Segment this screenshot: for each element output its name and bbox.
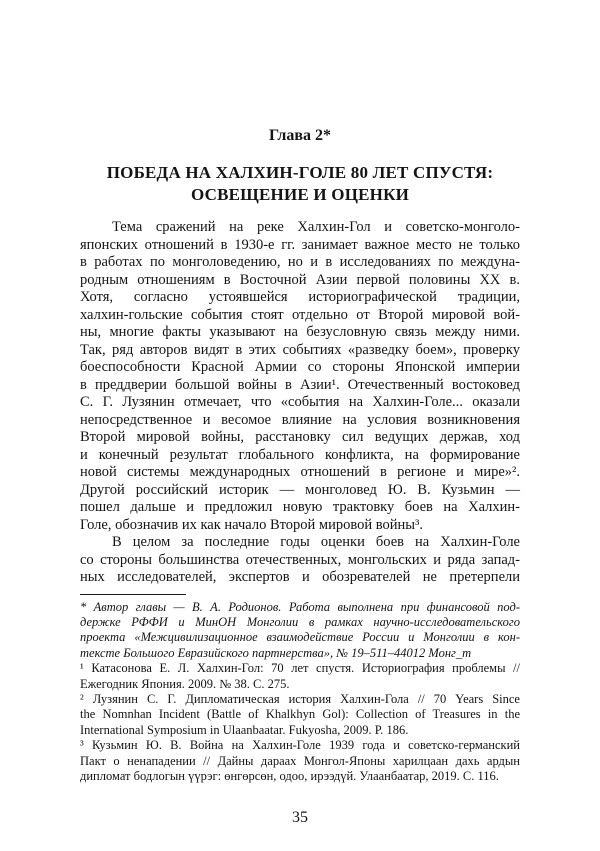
footnote-3	[80, 738, 520, 784]
text-line: родным отношениям в Восточной Азии первой половины XX в.	[80, 271, 520, 288]
text-line: в работах по монголоведению, но и в исследованиях по междуна-	[80, 254, 520, 270]
text-line: ны, многие факты указывают на безусловную связь между ними.	[80, 324, 520, 340]
text-line: Другой российский историк — монголовед Ю. В. Кузьмин —	[80, 481, 520, 498]
text-line: Так, ряд авторов видят в этих событиях «разведку боем», проверку	[80, 341, 520, 358]
body-paragraph-1	[80, 219, 520, 534]
text-line: тексте Большого Евразийского партнерства», № 19–511–44012 Монг_m	[80, 645, 472, 660]
chapter-author-footnote	[80, 600, 520, 662]
text-line: * Автор главы — В. А. Родионов. Работа выполнена при финансовой под-	[80, 599, 520, 614]
text-line: ных исследователей, экспертов и обозревателей не претерпели	[80, 569, 520, 585]
text-line: непосредственное и весомое влияние на условия возникновения	[80, 411, 520, 428]
text-line: Голе, обозначив их как начало Второй мировой войны³.	[80, 516, 423, 533]
text-line: со стороны большинства отечественных, монгольских и ряда запад-	[80, 551, 520, 568]
chapter-title-line-2: ОСВЕЩЕНИЕ И ОЦЕНКИ	[190, 185, 410, 204]
page-content	[80, 0, 520, 784]
text-line: Второй мировой войны, расстановку сил ведущих держав, ход	[80, 429, 520, 445]
footnote-2	[80, 692, 520, 738]
text-line: японских отношений в 1930-е гг. занимает важное место не только	[80, 236, 520, 253]
text-line: Тема сражений на реке Халхин-Гол и советско-монголо-	[112, 219, 520, 235]
text-line: держке РФФИ и МинОН Монголии в рамках научно-исследовательского	[80, 614, 520, 629]
text-line: в преддверии большой войны в Азии¹. Отечественный востоковед	[80, 376, 520, 393]
text-line: Пакт о ненападении // Дайны дараах Монгол-Японы харилцаан дахь ардын	[80, 753, 520, 768]
body-text	[80, 219, 520, 587]
text-line: ² Лузянин С. Г. Дипломатическая история Халхин-Гола // 70 Years Since	[80, 691, 520, 706]
text-line: В целом за последние годы оценки боев на Халхин-Голе	[112, 534, 520, 550]
text-line: ³ Кузьмин Ю. В. Война на Халхин-Голе 1939 года и советско-германский	[80, 738, 520, 753]
text-line: С. Г. Лузянин отмечает, что «события на Халхин-Голе... оказали	[80, 394, 520, 410]
chapter-title-line-1: ПОБЕДА НА ХАЛХИН-ГОЛЕ 80 ЛЕТ СПУСТЯ:	[106, 163, 494, 182]
text-line: the Nomnhan Incident (Battle of Khalkhyn Gol): Collection of Treasures in the	[80, 707, 520, 722]
text-line: халхин-гольские события стоят отдельно от Второй мировой вой-	[80, 306, 520, 323]
text-line: проекта «Межцивилизационное взаимодействие России и Монголии в кон-	[80, 630, 520, 645]
footnote-separator	[80, 594, 186, 595]
chapter-label: Глава 2*	[269, 127, 331, 144]
text-line: Ежегодник Япония. 2009. № 38. С. 275.	[80, 676, 290, 691]
body-paragraph-2	[80, 534, 520, 587]
text-line: ¹ Катасонова Е. Л. Халхин-Гол: 70 лет спустя. Историография проблемы //	[80, 661, 520, 676]
chapter-title	[80, 162, 520, 206]
text-line: новой системы международных отношений в регионе и мире»².	[80, 464, 520, 480]
text-line: дипломат бодлогын үүрэг: өнгөрсөн, одоо, ирээдүй. Улаанбаатар, 2019. С. 116.	[80, 768, 499, 783]
text-line: Хотя, согласно устоявшейся историографической традиции,	[80, 289, 520, 305]
text-line: International Symposium in Ulaanbaatar. Fukyosha, 2009. P. 186.	[80, 722, 409, 737]
text-line: и конечный результат глобального конфликта, на формирование	[80, 446, 520, 463]
page-number: 35	[292, 809, 308, 826]
text-line: боеспособности Красной Армии со стороны Японской империи	[80, 359, 520, 375]
footnote-1	[80, 661, 520, 692]
text-line: пошел дальше и предложил новую трактовку боев на Халхин-	[80, 499, 520, 515]
footnotes	[80, 600, 520, 785]
